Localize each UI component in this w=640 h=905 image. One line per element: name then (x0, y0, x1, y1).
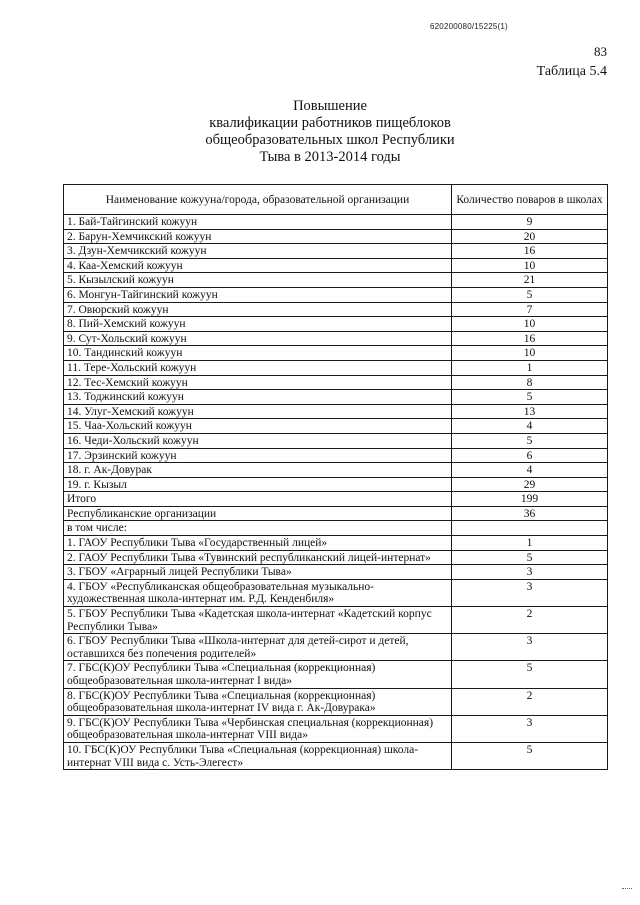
row-name-cell: 14. Улуг-Хемский кожуун (64, 404, 452, 419)
row-name-cell: 8. Пий-Хемский кожуун (64, 317, 452, 332)
table-row (64, 346, 608, 361)
table-row (64, 634, 608, 661)
table-row (64, 463, 608, 478)
row-name-cell: 5. ГБОУ Республики Тыва «Кадетская школа-интернат «Кадетский корпус Республики Тыва» (64, 607, 452, 634)
table-body (64, 215, 608, 770)
row-name-cell: 1. Бай-Тайгинский кожуун (64, 215, 452, 230)
row-name-cell: 18. г. Ак-Довурак (64, 463, 452, 478)
row-name-cell: 10. Тандинский кожуун (64, 346, 452, 361)
row-count-cell: 10 (452, 317, 608, 332)
row-count-cell: 13 (452, 404, 608, 419)
table-row (64, 521, 608, 536)
row-count-cell: 21 (452, 273, 608, 288)
table-row (64, 565, 608, 580)
row-count-cell: 2 (452, 688, 608, 715)
row-name-cell: 9. ГБС(К)ОУ Республики Тыва «Чербинская специальная (коррекционная) общеобразовательная школа-интернат VIII вида» (64, 715, 452, 742)
row-name-cell: 16. Чеди-Хольский кожуун (64, 433, 452, 448)
row-count-cell: 10 (452, 258, 608, 273)
document-id: 620200080/15225(1) (430, 22, 508, 31)
row-count-cell: 3 (452, 634, 608, 661)
row-name-cell: 17. Эрзинский кожуун (64, 448, 452, 463)
row-count-cell: 10 (452, 346, 608, 361)
row-count-cell: 8 (452, 375, 608, 390)
table-row (64, 742, 608, 769)
table-row (64, 477, 608, 492)
row-name-cell: Итого (64, 492, 452, 507)
table-row (64, 715, 608, 742)
row-count-cell: 7 (452, 302, 608, 317)
row-count-cell: 3 (452, 715, 608, 742)
table-row (64, 404, 608, 419)
table-row (64, 579, 608, 606)
row-count-cell: 199 (452, 492, 608, 507)
column-header-name: Наименование кожууна/города, образовательной организации (64, 185, 452, 215)
title-line: общеобразовательных школ Республики (205, 132, 455, 148)
row-count-cell: 9 (452, 215, 608, 230)
table-row (64, 433, 608, 448)
row-name-cell: 3. ГБОУ «Аграрный лицей Республики Тыва» (64, 565, 452, 580)
table-row (64, 536, 608, 551)
row-count-cell: 5 (452, 742, 608, 769)
row-name-cell: Республиканские организации (64, 506, 452, 521)
table-row (64, 390, 608, 405)
column-header-count: Количество поваров в школах (452, 185, 608, 215)
row-name-cell: в том числе: (64, 521, 452, 536)
row-count-cell: 5 (452, 433, 608, 448)
row-count-cell: 5 (452, 661, 608, 688)
row-name-cell: 4. Каа-Хемский кожуун (64, 258, 452, 273)
row-name-cell: 5. Кызылский кожуун (64, 273, 452, 288)
row-count-cell: 29 (452, 477, 608, 492)
table-row (64, 688, 608, 715)
row-name-cell: 2. ГАОУ Республики Тыва «Тувинский республиканский лицей-интернат» (64, 550, 452, 565)
title-line: квалификации работников пищеблоков (209, 115, 451, 131)
table-row (64, 273, 608, 288)
table-row (64, 448, 608, 463)
table-row (64, 607, 608, 634)
row-name-cell: 13. Тоджинский кожуун (64, 390, 452, 405)
row-count-cell: 3 (452, 579, 608, 606)
table-row (64, 360, 608, 375)
table-row (64, 550, 608, 565)
table-row (64, 244, 608, 259)
row-name-cell: 6. ГБОУ Республики Тыва «Школа-интернат для детей-сирот и детей, оставшихся без попечения родителей» (64, 634, 452, 661)
document-title (120, 98, 540, 166)
row-count-cell: 2 (452, 607, 608, 634)
row-name-cell: 19. г. Кызыл (64, 477, 452, 492)
row-name-cell: 10. ГБС(К)ОУ Республики Тыва «Специальная (коррекционная) школа-интернат VIII вида с. Усть-Элегест» (64, 742, 452, 769)
row-name-cell: 3. Дзун-Хемчикский кожуун (64, 244, 452, 259)
table-row (64, 287, 608, 302)
row-name-cell: 1. ГАОУ Республики Тыва «Государственный лицей» (64, 536, 452, 551)
row-count-cell: 4 (452, 463, 608, 478)
table-label: Таблица 5.4 (536, 64, 607, 79)
table-row (64, 258, 608, 273)
row-count-cell: 1 (452, 360, 608, 375)
row-count-cell: 1 (452, 536, 608, 551)
row-count-cell: 5 (452, 390, 608, 405)
row-count-cell: 4 (452, 419, 608, 434)
table-row (64, 302, 608, 317)
row-count-cell: 16 (452, 331, 608, 346)
table-row (64, 215, 608, 230)
row-count-cell: 3 (452, 565, 608, 580)
table-row (64, 506, 608, 521)
table-row (64, 375, 608, 390)
title-line: Тыва в 2013-2014 годы (259, 149, 401, 165)
row-name-cell: 7. ГБС(К)ОУ Республики Тыва «Специальная (коррекционная) общеобразовательная школа-интернат I вида» (64, 661, 452, 688)
table-row (64, 419, 608, 434)
row-name-cell: 9. Сут-Хольский кожуун (64, 331, 452, 346)
table-row (64, 229, 608, 244)
row-name-cell: 11. Тере-Хольский кожуун (64, 360, 452, 375)
row-name-cell: 4. ГБОУ «Республиканская общеобразовательная музыкально-художественная школа-интернат им. Р.Д. Кенденбиля» (64, 579, 452, 606)
row-name-cell: 15. Чаа-Хольский кожуун (64, 419, 452, 434)
table-row (64, 492, 608, 507)
table-row (64, 331, 608, 346)
row-name-cell: 12. Тес-Хемский кожуун (64, 375, 452, 390)
row-count-cell: 20 (452, 229, 608, 244)
row-count-cell (452, 521, 608, 536)
table-row (64, 661, 608, 688)
row-count-cell: 36 (452, 506, 608, 521)
table-row (64, 317, 608, 332)
page-corner-mark (622, 882, 632, 889)
row-count-cell: 5 (452, 287, 608, 302)
row-name-cell: 6. Монгун-Тайгинский кожуун (64, 287, 452, 302)
row-count-cell: 5 (452, 550, 608, 565)
table-header-row (64, 185, 608, 215)
row-name-cell: 7. Овюрский кожуун (64, 302, 452, 317)
row-name-cell: 2. Барун-Хемчикский кожуун (64, 229, 452, 244)
cooks-training-table (63, 184, 608, 770)
row-count-cell: 16 (452, 244, 608, 259)
title-line: Повышение (293, 98, 367, 114)
row-count-cell: 6 (452, 448, 608, 463)
row-name-cell: 8. ГБС(К)ОУ Республики Тыва «Специальная (коррекционная) общеобразовательная школа-интернат IV вида г. Ак-Довурака» (64, 688, 452, 715)
page-number: 83 (594, 44, 607, 59)
